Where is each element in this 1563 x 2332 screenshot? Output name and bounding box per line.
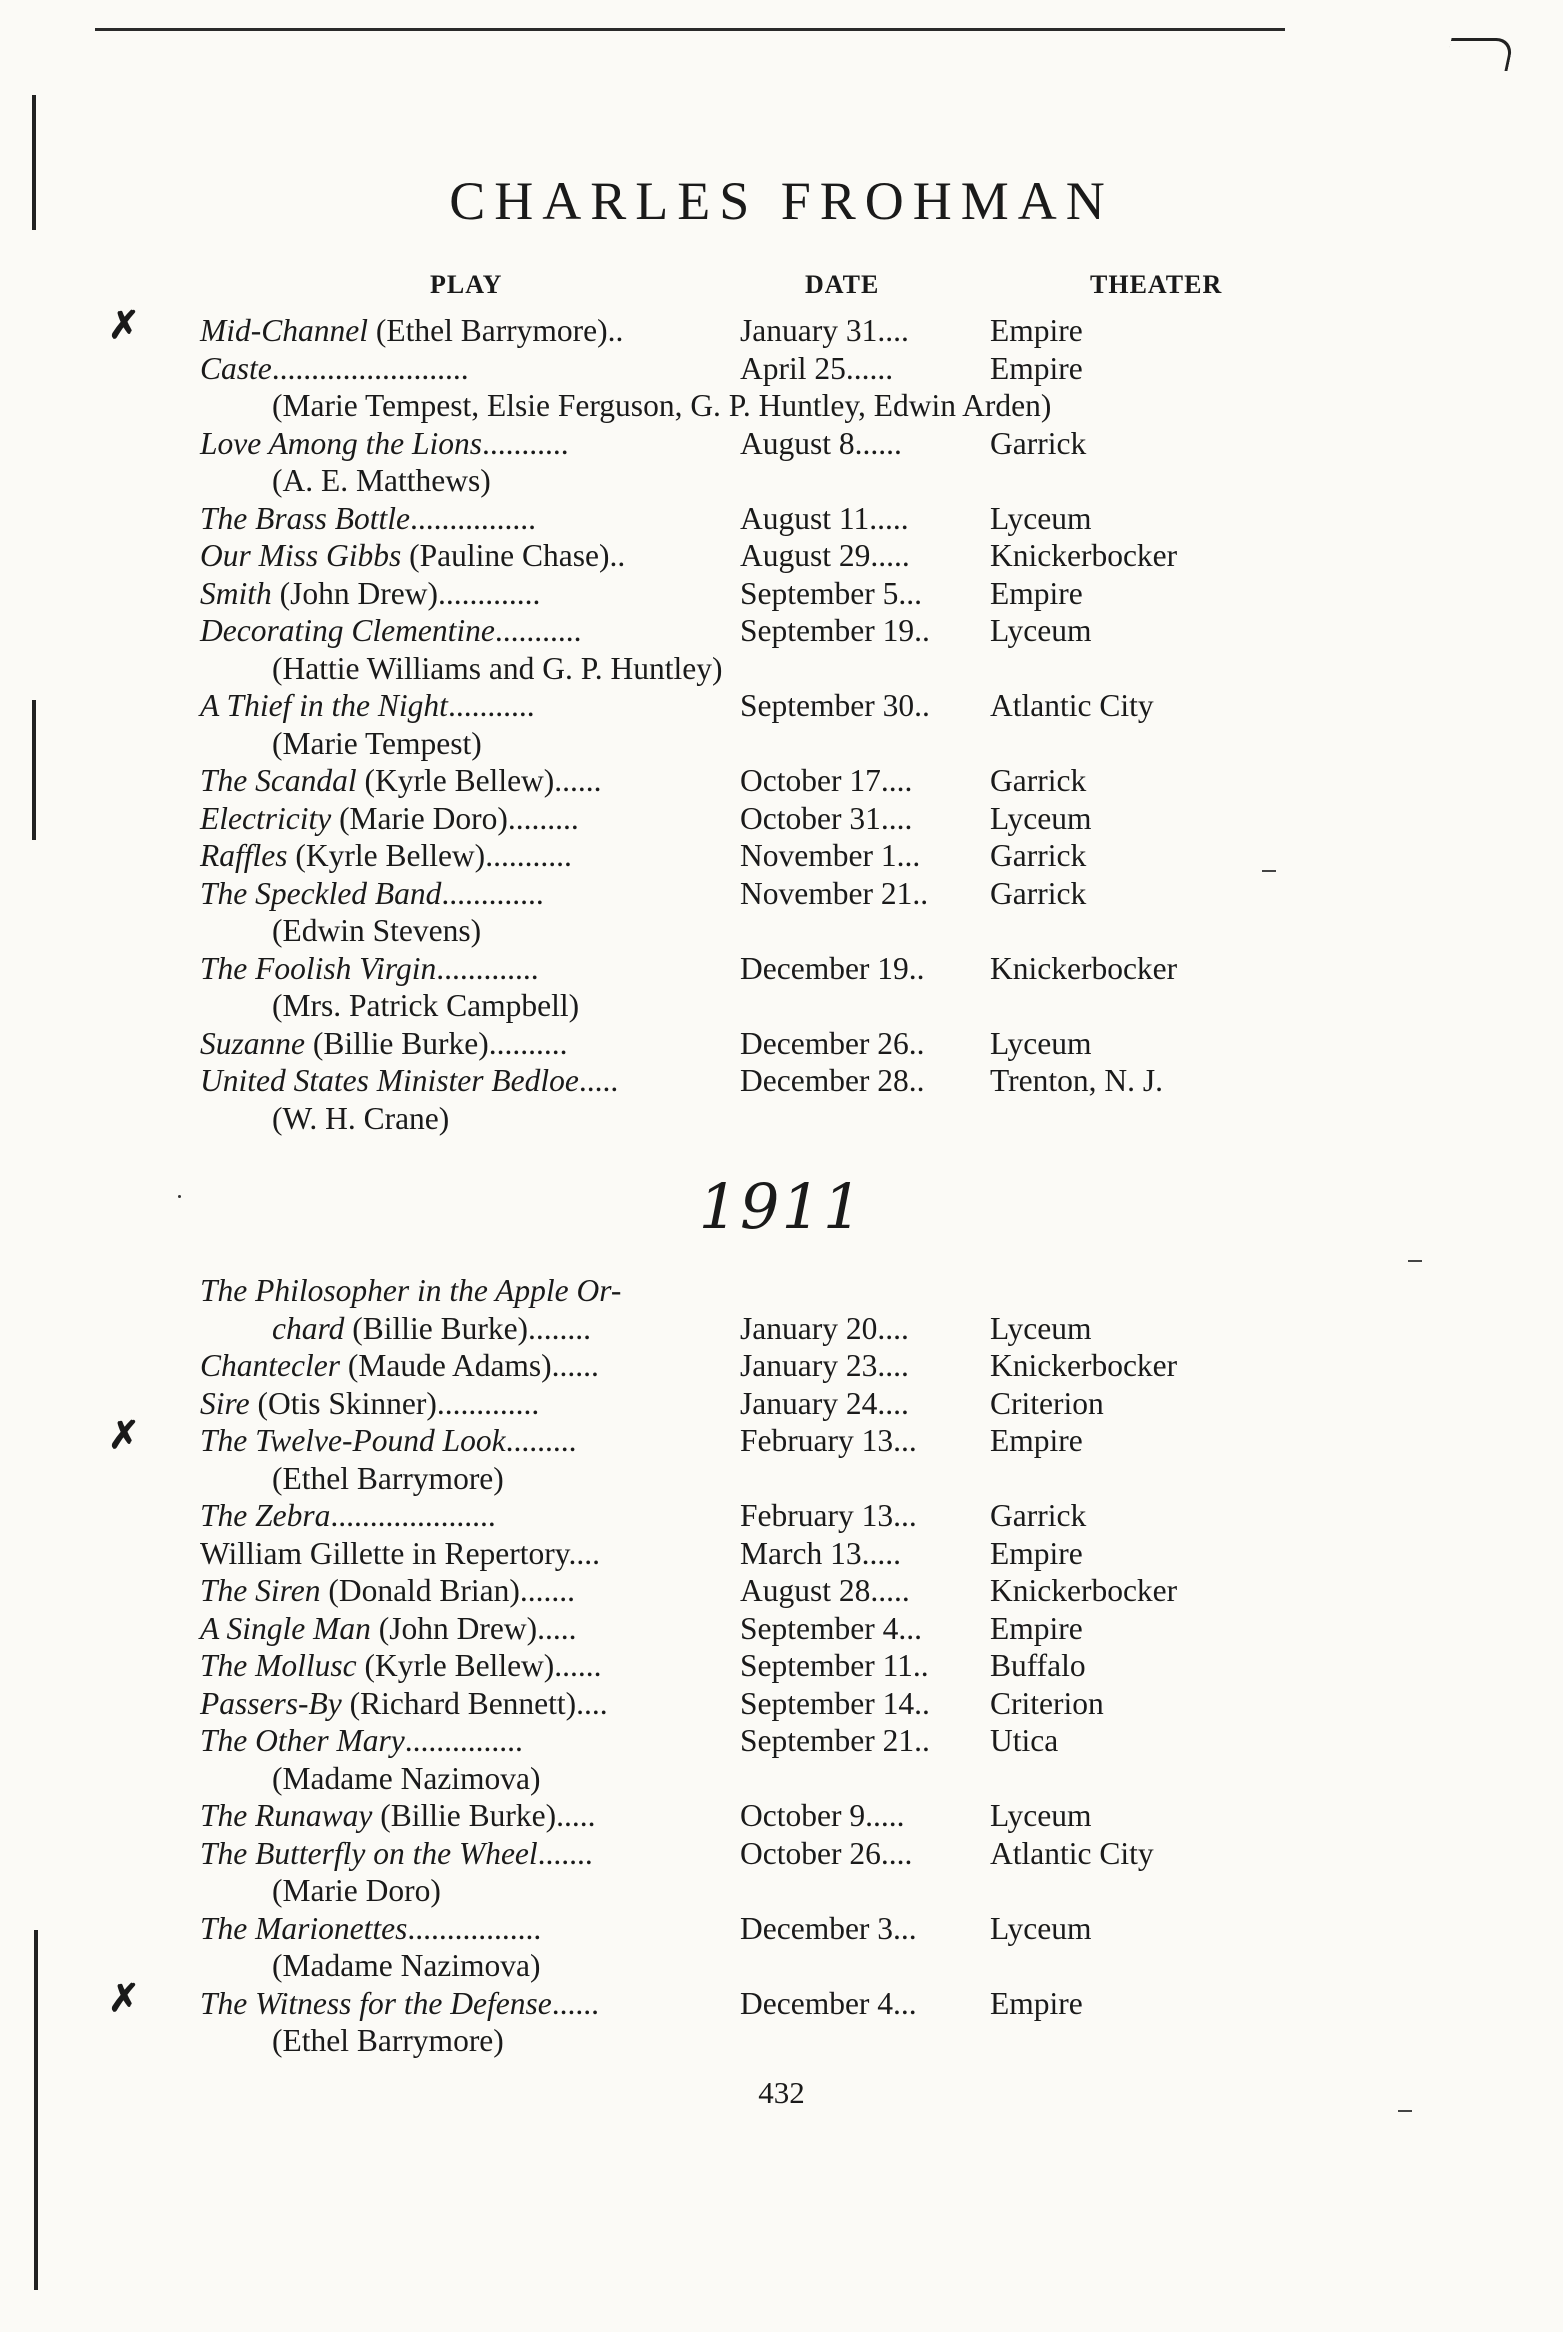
dot-leader: ............... [404,1723,523,1758]
play-cast: (Billie Burke) [305,1025,489,1061]
theater-cell: Lyceum [990,613,1092,648]
theater-cell: Garrick [990,838,1087,873]
dot-leader: ................. [407,1910,542,1946]
dot-leader: ............. [441,875,544,911]
play-cast: (Kyrle Bellew) [287,838,486,873]
play-cell [200,1025,740,1063]
date-cell: December 26.. [740,1025,925,1061]
dot-leader: ..... [556,1798,596,1833]
date-cell: January 23.... [740,1348,909,1383]
play-cell [200,350,740,388]
play-cast: (Marie Doro) [331,800,508,836]
production-entry [200,837,1320,875]
play-cell [200,762,740,800]
dot-leader: ..... [578,1063,619,1098]
dot-leader: ............. [436,1385,540,1421]
date-cell: December 3... [740,1910,917,1946]
play-cell [200,1347,740,1385]
theater-cell: Empire [990,350,1083,386]
play-cell [200,1835,740,1873]
play-title: Suzanne [200,1025,305,1061]
play-title: The Marionettes [200,1910,408,1946]
check-mark: ✗ [108,1977,140,2020]
production-entry [200,1497,1320,1535]
cast-note: (Madame Nazimova) [272,1760,541,1796]
play-cell [200,1722,740,1760]
date-cell: September 30.. [740,688,930,723]
date-cell: September 11.. [740,1648,929,1683]
play-cell [272,1310,740,1348]
theater-cell: Knickerbocker [990,1348,1178,1383]
play-title: The Brass Bottle [200,500,410,536]
dot-leader: ......... [507,800,579,836]
dot-leader: .. [609,538,626,573]
play-cell [200,837,740,875]
date-cell: December 28.. [740,1063,925,1098]
dot-leader: .. [607,313,624,348]
cast-note: (Ethel Barrymore) [272,1460,504,1496]
dot-leader: ........... [482,425,569,461]
theater-cell: Lyceum [990,500,1092,536]
dot-leader: ..................... [330,1498,496,1533]
date-cell: February 13... [740,1498,917,1533]
top-rule [95,28,1285,31]
theater-cell: Criterion [990,1685,1104,1721]
production-entry [200,1835,1320,1873]
theater-cell: Lyceum [990,1025,1092,1061]
play-title: Electricity [200,800,332,836]
play-cell [200,1422,740,1460]
play-title: The Butterfly on the Wheel [200,1835,538,1871]
play-cell [200,1610,740,1648]
cast-note: (Marie Tempest, Elsie Ferguson, G. P. Huntley, Edwin Arden) [272,388,1052,423]
production-entry [200,1310,1320,1348]
play-title: The Mollusc [200,1648,357,1683]
play-cell [200,1910,740,1948]
date-cell: September 14.. [740,1685,930,1721]
production-entry [200,500,1320,538]
play-cell [200,1535,740,1573]
date-cell: November 1... [740,838,921,873]
date-cell: August 28..... [740,1573,910,1608]
play-cell [200,1685,740,1723]
dot-leader: ........... [485,838,572,873]
date-cell: March 13..... [740,1535,901,1571]
production-entry [200,1722,1320,1760]
date-cell: September 4... [740,1610,922,1646]
theater-cell: Lyceum [990,1310,1092,1346]
theater-cell: Garrick [990,763,1087,798]
cast-note: (Marie Tempest) [272,725,482,761]
corner-pencil-mark [1444,38,1514,71]
play-title: Mid-Channel [200,313,368,348]
dot-leader: ......................... [271,350,469,386]
cast-note: (Madame Nazimova) [272,1948,541,1983]
play-title: The Siren [200,1573,321,1608]
margin-bar [32,700,36,840]
theater-cell: Garrick [990,1498,1087,1533]
cast-note: (A. E. Matthews) [272,463,491,498]
dot-leader: ............. [437,575,541,611]
dot-leader: ...... [551,1348,599,1383]
date-cell: August 8...... [740,425,902,461]
production-entry [200,537,1320,575]
production-entry [200,1535,1320,1573]
dot-leader: .......... [488,1025,568,1061]
play-cell [200,1497,740,1535]
date-cell: January 24.... [740,1385,909,1421]
play-title: The Witness for the Defense [200,1985,552,2021]
play-cast: (Otis Skinner) [249,1385,437,1421]
cast-note: (W. H. Crane) [272,1100,450,1136]
production-entry [200,1062,1320,1100]
theater-cell: Knickerbocker [990,950,1178,986]
play-cell [200,1385,740,1423]
theater-cell: Atlantic City [990,688,1154,723]
dot-leader: ....... [519,1573,576,1608]
production-entry [108,305,1320,350]
theater-cell: Knickerbocker [990,538,1178,573]
play-cast: (John Drew) [271,575,438,611]
dot-leader: ...... [551,1985,599,2021]
play-cast: (Billie Burke) [344,1310,529,1346]
dot-leader: ........ [528,1310,592,1346]
theater-cell: Lyceum [990,800,1092,836]
play-cell [200,612,740,650]
production-entry [200,1025,1320,1063]
play-cell [200,425,740,463]
play-title: Our Miss Gibbs [200,538,402,573]
theater-cell: Empire [990,1610,1083,1646]
play-title: Passers-By [200,1685,342,1721]
play-cell [200,800,740,838]
date-cell: October 26.... [740,1835,913,1871]
cast-note: (Mrs. Patrick Campbell) [272,988,580,1023]
play-cast: William Gillette in Repertory [200,1535,569,1571]
play-cell [200,312,740,350]
date-cell: August 11..... [740,500,909,536]
play-cast: (Billie Burke) [372,1798,557,1833]
play-cast: (Ethel Barrymore) [367,313,608,348]
theater-cell: Buffalo [990,1648,1086,1683]
play-cast: (Pauline Chase) [401,538,610,573]
play-title: The Runaway [200,1798,373,1833]
play-title: The Speckled Band [200,875,442,911]
page-number: 432 [758,2075,805,2110]
theater-cell: Lyceum [990,1910,1092,1946]
date-cell: February 13... [740,1423,917,1458]
page-title: CHARLES FROHMAN [449,171,1114,231]
date-cell: August 29..... [740,538,910,573]
production-entry [200,1272,1320,1310]
play-cell [200,575,740,613]
date-cell: December 4... [740,1985,917,2021]
play-title: The Scandal [200,763,357,798]
check-mark: ✗ [108,305,140,347]
play-title: Decorating Clementine [200,613,495,648]
play-title: Caste [200,350,272,386]
play-cell [200,1647,740,1685]
play-cast: (Donald Brian) [320,1573,520,1608]
theater-cell: Trenton, N. J. [990,1063,1163,1098]
theater-cell: Lyceum [990,1798,1092,1833]
date-cell: January 31.... [740,313,909,348]
check-mark: ✗ [108,1415,140,1457]
cast-note: (Edwin Stevens) [272,913,482,948]
play-cell [200,537,740,575]
play-cell [200,875,740,913]
play-cell [200,1272,621,1310]
date-cell: October 17.... [740,763,913,798]
play-title: A Thief in the Night [200,688,448,723]
theater-cell: Criterion [990,1385,1104,1421]
date-cell: January 20.... [740,1310,909,1346]
play-title: The Philosopher in the Apple Or- [200,1273,622,1308]
play-title: United States Minister Bedloe [200,1063,579,1098]
play-title: The Other Mary [200,1723,405,1758]
play-cast: (Richard Bennett) [341,1685,577,1721]
production-entry [108,1977,1320,2023]
production-entry [200,1572,1320,1610]
play-cell [200,950,740,988]
theater-cell: Empire [990,1985,1083,2021]
dot-leader: ............. [436,950,539,986]
production-entry [200,800,1320,838]
cast-note: (Ethel Barrymore) [272,2023,504,2058]
production-entry [200,687,1320,725]
production-entry [200,1797,1320,1835]
date-cell: September 21.. [740,1723,930,1758]
play-cast: (Kyrle Bellew) [356,1648,555,1683]
theater-cell: Atlantic City [990,1835,1154,1871]
dot-leader: ...... [554,763,602,798]
play-title: Smith [200,575,272,611]
production-entry [200,1385,1320,1423]
dot-leader: ................ [410,500,536,536]
production-entry [200,875,1320,913]
date-cell: October 9..... [740,1798,905,1833]
date-cell: December 19.. [740,950,925,986]
play-cast: (John Drew) [370,1610,538,1646]
date-cell: November 21.. [740,875,929,911]
dot-leader: ........... [447,688,535,723]
theater-cell: Garrick [990,875,1087,911]
play-title: The Foolish Virgin [200,950,437,986]
play-title: Raffles [200,838,288,873]
year-heading: 1911 [698,1170,865,1243]
play-cell [200,1985,740,2023]
dot-leader: ........... [494,613,582,648]
dash-mark [1408,1260,1422,1262]
theater-cell: Empire [990,313,1083,348]
production-entry [200,575,1320,613]
column-header-play: PLAY [430,270,503,299]
play-title: Love Among the Lions [200,425,483,461]
cast-note: (Marie Doro) [272,1873,441,1908]
productions-list-1910 [108,305,1320,1137]
production-entry [200,350,1320,388]
production-entry [200,612,1320,650]
theater-cell: Knickerbocker [990,1573,1178,1608]
dot-leader: ..... [537,1610,577,1646]
theater-cell: Empire [990,575,1083,611]
play-title: chard [272,1310,345,1346]
play-cast: (Kyrle Bellew) [356,763,555,798]
production-entry [108,1415,1320,1460]
play-cell [200,500,740,538]
play-title: The Zebra [200,1498,331,1533]
play-cast: (Maude Adams) [339,1348,552,1383]
production-entry [200,1685,1320,1723]
production-entry [200,425,1320,463]
production-entry [200,1647,1320,1685]
production-entry [200,950,1320,988]
production-entry [200,1347,1320,1385]
play-title: The Twelve-Pound Look [200,1423,506,1458]
play-cell [200,1572,740,1610]
production-entry [200,762,1320,800]
dot-leader: .... [568,1535,600,1571]
play-cell [200,1797,740,1835]
theater-cell: Empire [990,1535,1083,1571]
dot-leader: ....... [537,1835,593,1871]
date-cell: October 31.... [740,800,913,836]
play-cell [200,687,740,725]
dot-leader: ...... [554,1648,602,1683]
dot-leader: .... [576,1685,608,1721]
theater-cell: Utica [990,1723,1059,1758]
play-title: Sire [200,1385,250,1421]
play-cell [200,1062,740,1100]
play-title: A Single Man [200,1610,371,1646]
play-title: Chantecler [200,1348,340,1383]
dot-leader: ......... [505,1423,577,1458]
production-entry [200,1910,1320,1948]
production-entry [200,1610,1320,1648]
theater-cell: Empire [990,1423,1083,1458]
cast-note: (Hattie Williams and G. P. Huntley) [272,650,723,686]
productions-list-1911 [108,1272,1320,2060]
theater-cell: Garrick [990,425,1087,461]
date-cell: September 19.. [740,613,930,648]
date-cell: April 25...... [740,350,894,386]
column-header-date: DATE [805,270,880,299]
column-header-theater: THEATER [1090,270,1223,299]
date-cell: September 5... [740,575,922,611]
